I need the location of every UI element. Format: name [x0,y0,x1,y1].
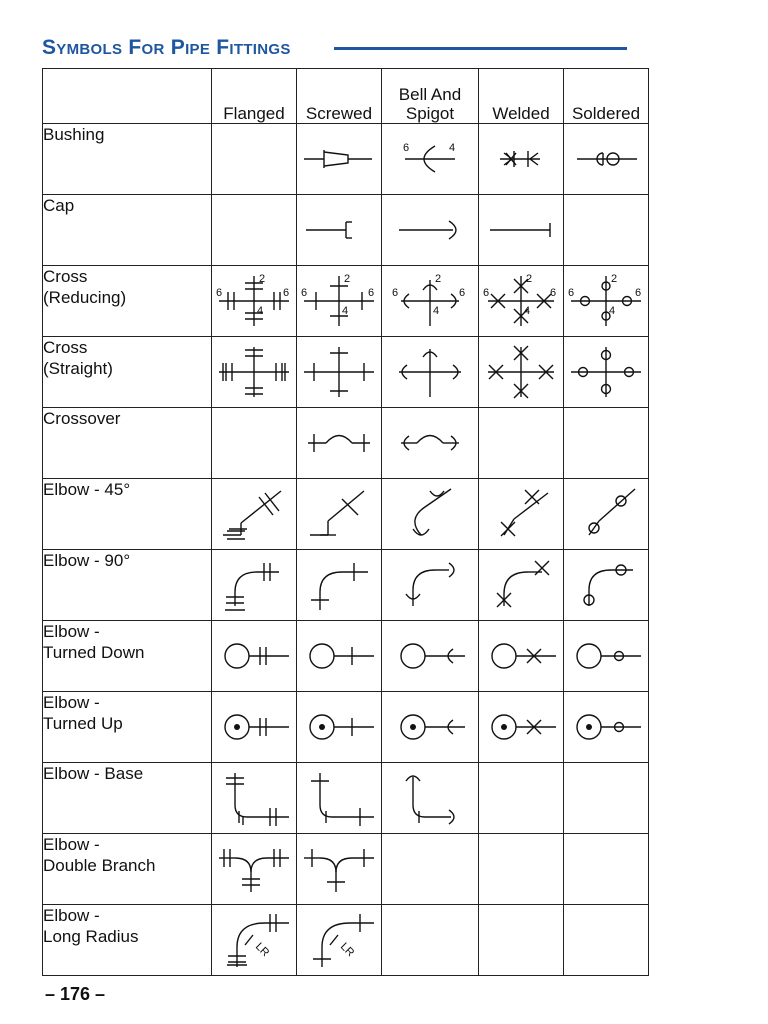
fitting-name: Elbow - Long Radius [43,905,212,976]
cap-welded-symbol-icon [482,199,560,261]
size-label: 2 [526,273,533,285]
table-row [43,266,649,337]
turned-up-screwed-symbol-icon [300,696,378,758]
symbol-cell-soldered [564,124,649,195]
bushing-soldered-symbol-icon [567,128,645,190]
fitting-name: Bushing [43,124,212,195]
symbol-cell-welded [479,124,564,195]
symbol-cell-soldered [564,195,649,266]
symbol-cell-flanged [212,621,297,692]
table-row [43,337,649,408]
crossover-screwed-symbol-icon [300,412,378,474]
elbow45-flanged-symbol-icon [215,483,293,545]
column-header-flanged: Flanged [212,69,297,124]
cross-reducing-soldered-symbol-icon [567,270,645,332]
symbol-cell-welded [479,266,564,337]
table-row [43,479,649,550]
page-title: Symbols For Pipe Fittings [42,36,291,59]
size-label: 2 [259,273,266,285]
turned-up-soldered-symbol-icon [567,696,645,758]
size-label: 4 [342,305,349,317]
turned-down-flanged-symbol-icon [215,625,293,687]
symbol-cell-bell-and-spigot [382,195,479,266]
cross-bell-symbol-icon [391,341,469,403]
symbol-cell-screwed [297,408,382,479]
size-label: 6 [403,142,410,154]
cross-reducing-screwed-symbol-icon [300,270,378,332]
size-label: 6 [635,287,642,299]
size-label: 6 [283,287,290,299]
symbol-cell-welded [479,479,564,550]
size-label: 4 [524,305,531,317]
bushing-bell-symbol-icon [391,128,469,190]
elbow90-bell-symbol-icon [391,554,469,616]
symbol-cell-bell-and-spigot [382,763,479,834]
elbow90-screwed-symbol-icon [300,554,378,616]
symbol-cell-screwed [297,337,382,408]
table-row [43,621,649,692]
size-label: 6 [550,287,557,299]
column-header-bell-and-spigot: Bell And Spigot [382,69,479,124]
symbol-cell-welded [479,195,564,266]
bushing-screwed-symbol-icon [300,128,378,190]
symbol-cell-soldered [564,621,649,692]
symbol-cell-screwed [297,479,382,550]
elbow90-flanged-symbol-icon [215,554,293,616]
page-number: – 176 – [45,984,106,1004]
symbol-cell-soldered [564,834,649,905]
table-row [43,692,649,763]
size-label: 4 [449,142,456,154]
symbol-cell-flanged [212,550,297,621]
symbol-cell-welded [479,763,564,834]
table-row [43,195,649,266]
symbol-cell-screwed [297,763,382,834]
turned-down-soldered-symbol-icon [567,625,645,687]
table-row [43,550,649,621]
symbol-cell-flanged [212,692,297,763]
symbol-cell-bell-and-spigot [382,621,479,692]
size-label: 6 [216,287,223,299]
table-row [43,408,649,479]
symbol-cell-welded [479,621,564,692]
size-label: 6 [483,287,490,299]
turned-down-screwed-symbol-icon [300,625,378,687]
elbow45-soldered-symbol-icon [567,483,645,545]
cross-reducing-flanged-symbol-icon [215,270,293,332]
symbol-cell-flanged [212,266,297,337]
long-radius-screwed-symbol-icon [300,909,378,971]
symbol-cell-soldered [564,763,649,834]
cross-reducing-bell-symbol-icon [391,270,469,332]
symbol-cell-bell-and-spigot [382,834,479,905]
symbol-cell-flanged [212,479,297,550]
title-rule [334,47,627,50]
fitting-name: Cross (Straight) [43,337,212,408]
elbow90-soldered-symbol-icon [567,554,645,616]
symbol-cell-soldered [564,905,649,976]
symbol-cell-screwed [297,834,382,905]
size-label: 2 [611,273,618,285]
pipe-fittings-table [42,68,649,976]
symbol-cell-screwed [297,692,382,763]
symbol-cell-welded [479,337,564,408]
symbol-cell-flanged [212,905,297,976]
elbow45-screwed-symbol-icon [300,483,378,545]
fitting-name: Elbow - Base [43,763,212,834]
elbow45-welded-symbol-icon [482,483,560,545]
crossover-bell-symbol-icon [391,412,469,474]
symbol-cell-soldered [564,550,649,621]
size-label: 2 [435,273,442,285]
symbol-cell-bell-and-spigot [382,124,479,195]
symbol-cell-screwed [297,124,382,195]
size-label: 6 [568,287,575,299]
fitting-name: Elbow - 45° [43,479,212,550]
symbol-cell-welded [479,692,564,763]
symbol-cell-welded [479,905,564,976]
table-header-row [43,69,649,124]
column-header-soldered: Soldered [564,69,649,124]
symbol-cell-soldered [564,337,649,408]
size-label: 4 [257,305,264,317]
symbol-cell-flanged [212,195,297,266]
double-branch-flanged-symbol-icon [215,838,293,900]
column-header-screwed: Screwed [297,69,382,124]
table-row [43,124,649,195]
turned-up-flanged-symbol-icon [215,696,293,758]
symbol-cell-welded [479,408,564,479]
symbol-cell-screwed [297,195,382,266]
elbow45-bell-symbol-icon [391,483,469,545]
column-header-welded: Welded [479,69,564,124]
symbol-cell-flanged [212,834,297,905]
table-row [43,834,649,905]
cross-flanged-symbol-icon [215,341,293,403]
symbol-cell-screwed [297,266,382,337]
cap-bell-symbol-icon [391,199,469,261]
fitting-name: Elbow - Turned Up [43,692,212,763]
symbol-cell-soldered [564,479,649,550]
size-label: 6 [301,287,308,299]
symbol-cell-bell-and-spigot [382,408,479,479]
symbol-cell-flanged [212,763,297,834]
symbol-cell-bell-and-spigot [382,550,479,621]
symbol-cell-bell-and-spigot [382,479,479,550]
symbol-cell-welded [479,550,564,621]
symbol-cell-screwed [297,621,382,692]
symbol-cell-soldered [564,692,649,763]
turned-up-welded-symbol-icon [482,696,560,758]
double-branch-screwed-symbol-icon [300,838,378,900]
elbow90-welded-symbol-icon [482,554,560,616]
table-row [43,763,649,834]
symbol-cell-flanged [212,337,297,408]
table-row [43,905,649,976]
fitting-name: Cross (Reducing) [43,266,212,337]
cross-reducing-welded-symbol-icon [482,270,560,332]
symbol-cell-flanged [212,408,297,479]
size-label: 2 [344,273,351,285]
fitting-name: Crossover [43,408,212,479]
cross-screwed-symbol-icon [300,341,378,403]
size-label: 4 [433,305,440,317]
long-radius-label: LR [337,940,357,960]
header-corner [43,69,212,124]
size-label: 6 [368,287,375,299]
size-label: 6 [459,287,466,299]
bushing-welded-symbol-icon [482,128,560,190]
cross-welded-symbol-icon [482,341,560,403]
symbol-cell-soldered [564,266,649,337]
cross-soldered-symbol-icon [567,341,645,403]
turned-down-welded-symbol-icon [482,625,560,687]
long-radius-label: LR [252,940,272,960]
turned-down-bell-symbol-icon [391,625,469,687]
turned-up-bell-symbol-icon [391,696,469,758]
symbol-cell-bell-and-spigot [382,266,479,337]
long-radius-flanged-symbol-icon [215,909,293,971]
symbol-cell-welded [479,834,564,905]
size-label: 6 [392,287,399,299]
size-label: 4 [609,305,616,317]
base-flanged-symbol-icon [215,767,293,829]
symbol-cell-bell-and-spigot [382,905,479,976]
symbol-cell-screwed [297,550,382,621]
fitting-name: Elbow - Double Branch [43,834,212,905]
fitting-name: Elbow - 90° [43,550,212,621]
fitting-name: Cap [43,195,212,266]
fitting-name: Elbow - Turned Down [43,621,212,692]
symbol-cell-bell-and-spigot [382,692,479,763]
base-screwed-symbol-icon [300,767,378,829]
symbol-cell-bell-and-spigot [382,337,479,408]
symbol-cell-soldered [564,408,649,479]
symbol-cell-flanged [212,124,297,195]
cap-screwed-symbol-icon [300,199,378,261]
base-bell-symbol-icon [391,767,469,829]
symbol-cell-screwed [297,905,382,976]
